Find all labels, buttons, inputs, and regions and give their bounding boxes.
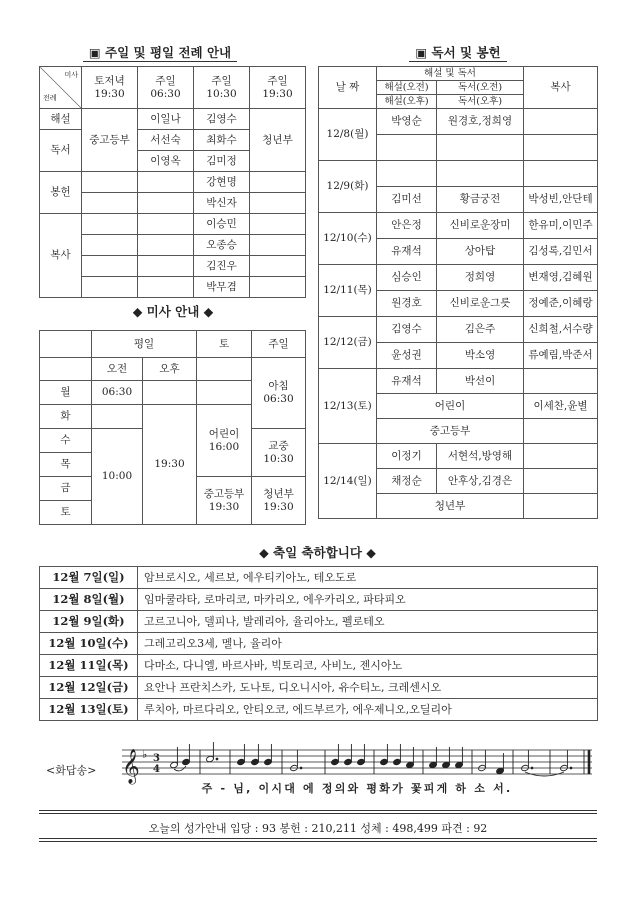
date-cell: 12/12(금) — [319, 317, 377, 369]
reader: 박선이 — [437, 369, 524, 394]
feast-row: 12월 7일(일) 암브로시오, 세르보, 에우티키아노, 테오도로 — [40, 567, 598, 589]
sat-group: 중고등부 — [82, 109, 138, 172]
name-cell: 최화수 — [194, 130, 250, 151]
server-header: 복사 — [524, 67, 598, 109]
reader: 김은주 — [437, 317, 524, 343]
name-cell: 김영수 — [194, 109, 250, 130]
psalm-lyrics: 주 - 님, 이시대 에 정의와 평화가 꽃피게 하 소 서. — [201, 782, 513, 795]
am-reading-header: 독서(오전) — [437, 81, 524, 95]
commentator: 김영수 — [377, 317, 437, 343]
day-label: 토 — [40, 501, 92, 525]
feast-row: 12월 10일(수) 그레고리오3세, 멜나, 율리아 — [40, 633, 598, 655]
mon-am: 06:30 — [92, 381, 143, 405]
name-cell: 김진우 — [194, 256, 250, 277]
corner-mass-label: 미사 — [64, 71, 78, 79]
date-header: 날 짜 — [319, 67, 377, 109]
sun-youth: 청년부 19:30 — [252, 477, 306, 525]
row-label: 해설 — [40, 109, 82, 130]
reader: 상아탑 — [437, 239, 524, 265]
flat-icon: ♭ — [142, 748, 148, 761]
name-cell: 박신자 — [194, 193, 250, 214]
date-cell: 12/13(토) — [319, 369, 377, 444]
name-cell: 김미정 — [194, 151, 250, 172]
sunday-header: 주일 — [252, 331, 306, 358]
reader: 박소영 — [437, 343, 524, 369]
pm-commentary-header: 해설(오후) — [377, 95, 437, 109]
young-adult-group: 청년부 — [377, 494, 524, 519]
date-cell: 12/8(월) — [319, 109, 377, 161]
commentator: 유재석 — [377, 369, 437, 394]
day-label: 수 — [40, 429, 92, 453]
reading-title: ▣ 독서 및 봉헌 — [318, 43, 598, 61]
reader: 황금궁전 — [437, 187, 524, 213]
row-label: 복사 — [40, 214, 82, 298]
commentator: 윤성권 — [377, 343, 437, 369]
name-cell: 서선숙 — [138, 130, 194, 151]
servers: 정예준,이혜랑 — [524, 291, 598, 317]
svg-text:𝄞: 𝄞 — [122, 749, 140, 784]
mass-title: ◆ 미사 안내 ◆ — [132, 304, 214, 319]
corner-cell — [40, 67, 82, 109]
commentator: 박영순 — [377, 109, 437, 135]
commentator: 김미선 — [377, 187, 437, 213]
sub-header: 해설 및 독서 — [377, 67, 524, 81]
sat-youth: 중고등부 19:30 — [197, 477, 252, 525]
name-cell: 이일나 — [138, 109, 194, 130]
am-time: 10:00 — [92, 429, 143, 525]
youth-group: 중고등부 — [377, 419, 524, 444]
day-label: 금 — [40, 477, 92, 501]
date-cell: 12/9(화) — [319, 161, 377, 213]
servers: 박성빈,안단테 — [524, 187, 598, 213]
pm-reading-header: 독서(오후) — [437, 95, 524, 109]
footer-divider-top — [39, 810, 597, 811]
servers — [524, 109, 598, 135]
name-cell: 이승민 — [194, 214, 250, 235]
name-cell: 오종승 — [194, 235, 250, 256]
commentator: 유재석 — [377, 239, 437, 265]
name-cell: 이영옥 — [138, 151, 194, 172]
commentator: 채정순 — [377, 469, 437, 494]
liturgy-title: ▣ 주일 및 평일 전례 안내 — [40, 43, 280, 61]
commentator: 원경호 — [377, 291, 437, 317]
am-header: 오전 — [92, 358, 143, 381]
feast-row: 12월 8일(월) 임마쿨라타, 로마리코, 마카리오, 에우카리오, 파타피오 — [40, 589, 598, 611]
footer-divider-bottom — [39, 838, 597, 839]
mass-table — [39, 330, 306, 525]
day-label: 화 — [40, 405, 92, 429]
time-signature-bottom: 4 — [153, 764, 160, 775]
day-label: 월 — [40, 381, 92, 405]
footer-divider-top-2 — [39, 813, 597, 814]
reader: 원경호,정희영 — [437, 109, 524, 135]
day-label: 목 — [40, 453, 92, 477]
date-cell: 12/11(목) — [319, 265, 377, 317]
hymn-guide: 오늘의 성가안내 입당 : 93 봉헌 : 210,211 성체 : 498,499 파견 : 92 — [148, 822, 488, 835]
servers: 한유미,이민주 — [524, 213, 598, 239]
reader: 신비로운그릇 — [437, 291, 524, 317]
liturgy-table — [39, 66, 306, 298]
name-cell: 강현명 — [194, 172, 250, 193]
corner-role-label: 전례 — [43, 94, 57, 102]
col-header: 주일 19:30 — [250, 67, 306, 109]
servers: 이세찬,윤별 — [524, 394, 598, 419]
date-cell: 12/10(수) — [319, 213, 377, 265]
feast-title: ◆ 축일 축하합니다 ◆ — [259, 545, 376, 560]
feast-table — [39, 566, 598, 721]
am-commentary-header: 해설(오전) — [377, 81, 437, 95]
pm-header: 오후 — [143, 358, 197, 381]
name-cell: 박무겸 — [194, 277, 250, 298]
reading-table — [318, 66, 598, 519]
reader: 안후상,김경은 — [437, 469, 524, 494]
sun1930-group: 청년부 — [250, 109, 306, 172]
commentator: 안은정 — [377, 213, 437, 239]
servers: 류예림,박준서 — [524, 343, 598, 369]
sat-child: 어린이 16:00 — [197, 405, 252, 477]
pm-time: 19:30 — [143, 405, 197, 525]
feast-row: 12월 12일(금) 요안나 프란치스카, 도나토, 디오니시아, 유수티노, 크레센시오 — [40, 677, 598, 699]
footer-divider-bottom-2 — [39, 841, 597, 842]
servers: 신희철,서수량 — [524, 317, 598, 343]
reader: 정희영 — [437, 265, 524, 291]
col-header: 토저녁 19:30 — [82, 67, 138, 109]
sun-morning: 아침 06:30 — [252, 358, 306, 429]
psalm-label: <화답송> — [46, 764, 97, 777]
feast-row: 12월 11일(목) 다마소, 다니엘, 바르사바, 빅토리코, 사비노, 젠시아노 — [40, 655, 598, 677]
weekday-header: 평일 — [92, 331, 197, 358]
commentator: 이정기 — [377, 444, 437, 469]
date-cell: 12/14(일) — [319, 444, 377, 519]
saturday-header: 토 — [197, 331, 252, 358]
col-header: 주일 10:30 — [194, 67, 250, 109]
feast-row: 12월 9일(화) 고르고니아, 델피나, 발레리아, 율리아노, 펠로테오 — [40, 611, 598, 633]
children-group: 어린이 — [377, 394, 524, 419]
reader: 서현석,방영해 — [437, 444, 524, 469]
servers: 김성록,김민서 — [524, 239, 598, 265]
time-signature-top: 3 — [153, 753, 160, 764]
sun-main: 교중 10:30 — [252, 429, 306, 477]
feast-row: 12월 13일(토) 루치아, 마르다리오, 안티오코, 에드부르가, 에우제니오,오딜리아 — [40, 699, 598, 721]
row-label: 봉헌 — [40, 172, 82, 214]
servers: 변재영,김혜원 — [524, 265, 598, 291]
col-header: 주일 06:30 — [138, 67, 194, 109]
row-label: 독서 — [40, 130, 82, 172]
reader: 신비로운장미 — [437, 213, 524, 239]
commentator: 심승인 — [377, 265, 437, 291]
